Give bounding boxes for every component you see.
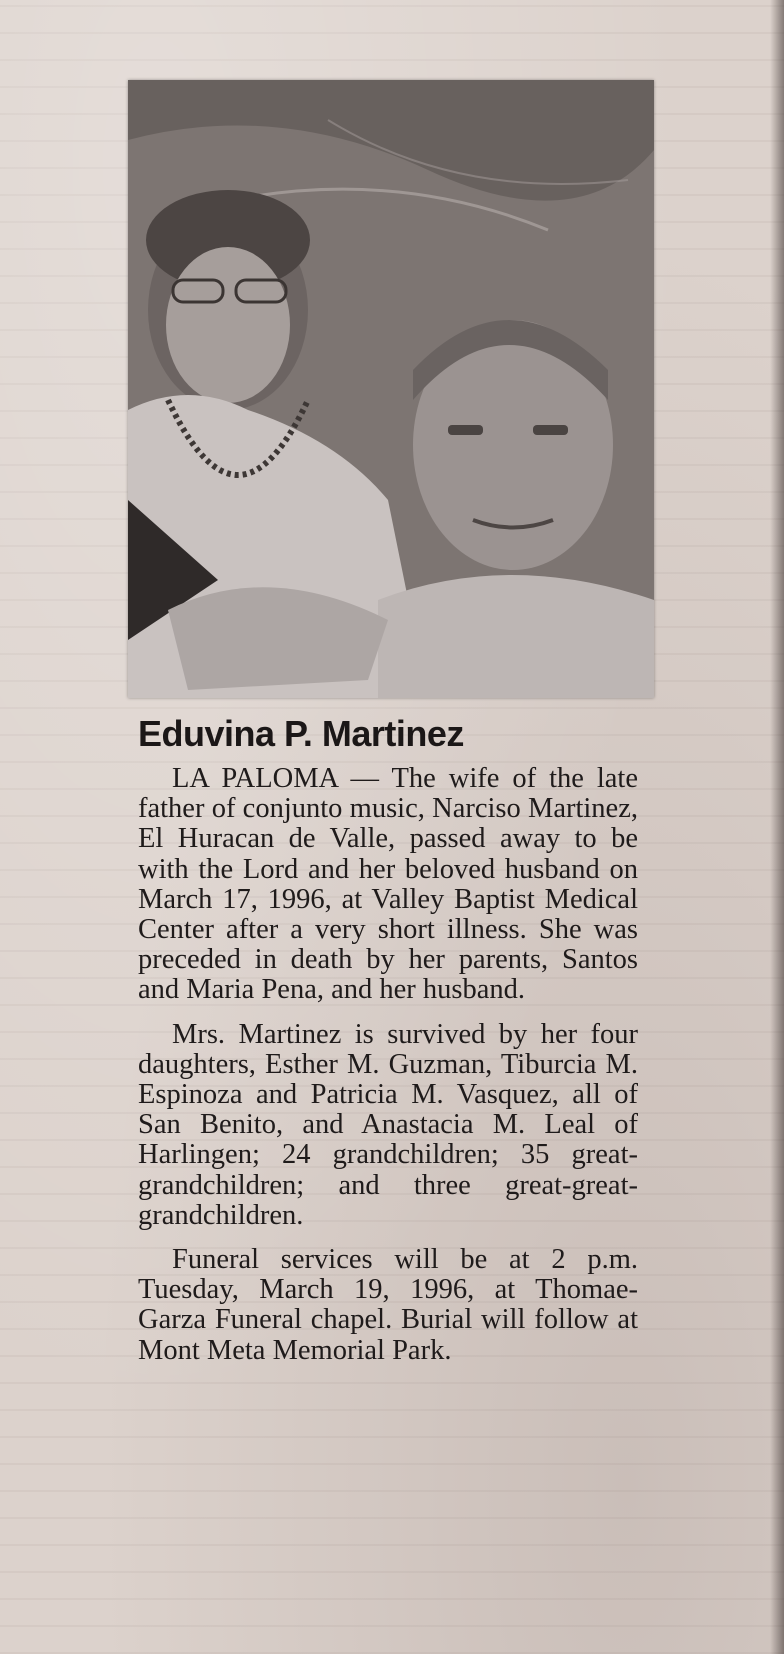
- couple-photo-icon: [128, 80, 654, 698]
- obituary-article: [138, 710, 638, 1380]
- couple-photo: [128, 80, 654, 698]
- article-paragraph: Funeral services will be at 2 p.m. Tuesday, March 19, 1996, at Thomae-Garza Funeral chapel. Burial will follow at Mont Meta Memorial Park.: [138, 1244, 638, 1366]
- clipping-edge-shadow: [770, 0, 784, 1654]
- article-paragraph: Mrs. Martinez is survived by her four daughters, Esther M. Guzman, Tiburcia M. Espinoza and Patricia M. Vasquez, all of San Benito, and Anastacia M. Leal of Harlingen; 24 grandchildren; 35 great-grandchildren; and three great-great-grandchildren.: [138, 1018, 638, 1231]
- article-headline: Eduvina P. Martinez: [138, 713, 464, 754]
- article-paragraph: LA PALOMA — The wife of the late father of conjunto music, Narciso Martinez, El Huracan de Valle, passed away to be with the Lord and her beloved husband on March 17, 1996, at Valley Baptist Medical Center after a very short illness. She was preceded in death by her parents, Santos and Maria Pena, and her husband.: [138, 763, 638, 1006]
